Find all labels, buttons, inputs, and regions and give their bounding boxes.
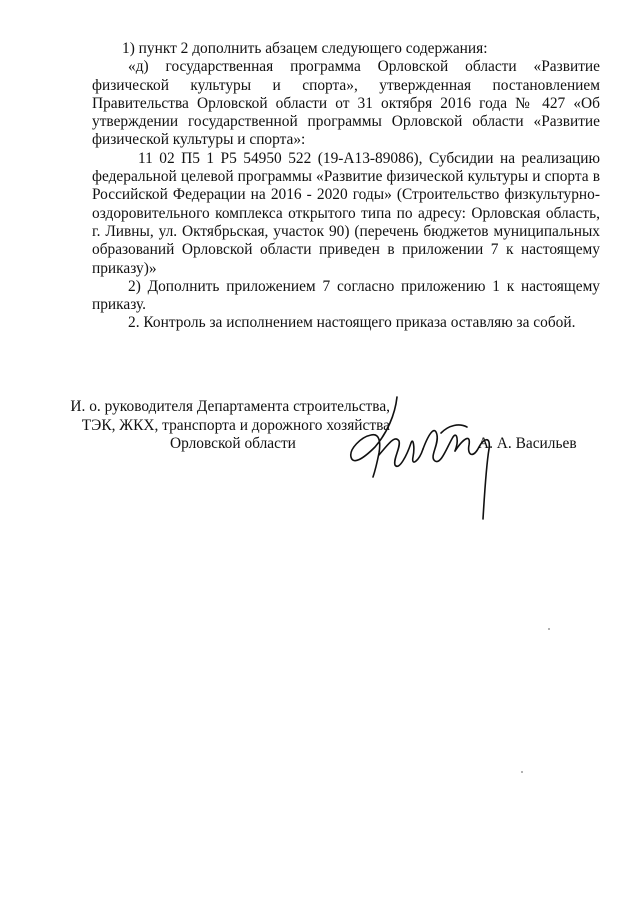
signer-name: А. А. Васильев (478, 435, 577, 452)
signatory-title-line-3: Орловской области (170, 435, 296, 452)
handwritten-signature (345, 395, 505, 525)
paragraph-item-1-intro: 1) пункт 2 дополнить абзацем следующего содержания: (122, 40, 488, 57)
signatory-title (60, 398, 390, 454)
paragraph-program-d: «д) государственная программа Орловской области «Развитие физической культуры и спорта», утвержденная постановлением Правительства Орловской области от 31 октября 2016 года № 427 «Об утверждении государственной программы Орловской области «Развитие физической культуры и спорта»: (92, 58, 600, 149)
paragraph-item-2: 2) Дополнить приложением 7 согласно приложению 1 к настоящему приказу. (92, 277, 600, 314)
scan-speck (548, 628, 550, 630)
scan-speck (521, 771, 523, 773)
signatory-title-line-2: ТЭК, ЖКХ, транспорта и дорожного хозяйства (81, 416, 390, 434)
signatory-title-line-1: И. о. руководителя Департамента строительства, (70, 398, 390, 415)
document-body (92, 40, 600, 333)
paragraph-budget-code: 11 02 П5 1 Р5 54950 522 (19-А13-89086), Субсидии на реализацию федеральной целевой программы «Развитие физической культуры и спорта в Российской Федерации на 2016 - 2020 годы» (Строительство физкультурно-оздоровительного комплекса открытого типа по адресу: Орловская область, г. Ливны, ул. Октябрьская, участок 90) (перечень бюджетов муниципальных образований Орловской области приведен в приложении 7 к настоящему приказу)» (92, 149, 600, 277)
paragraph-control: 2. Контроль за исполнением настоящего приказа оставляю за собой. (128, 314, 576, 332)
